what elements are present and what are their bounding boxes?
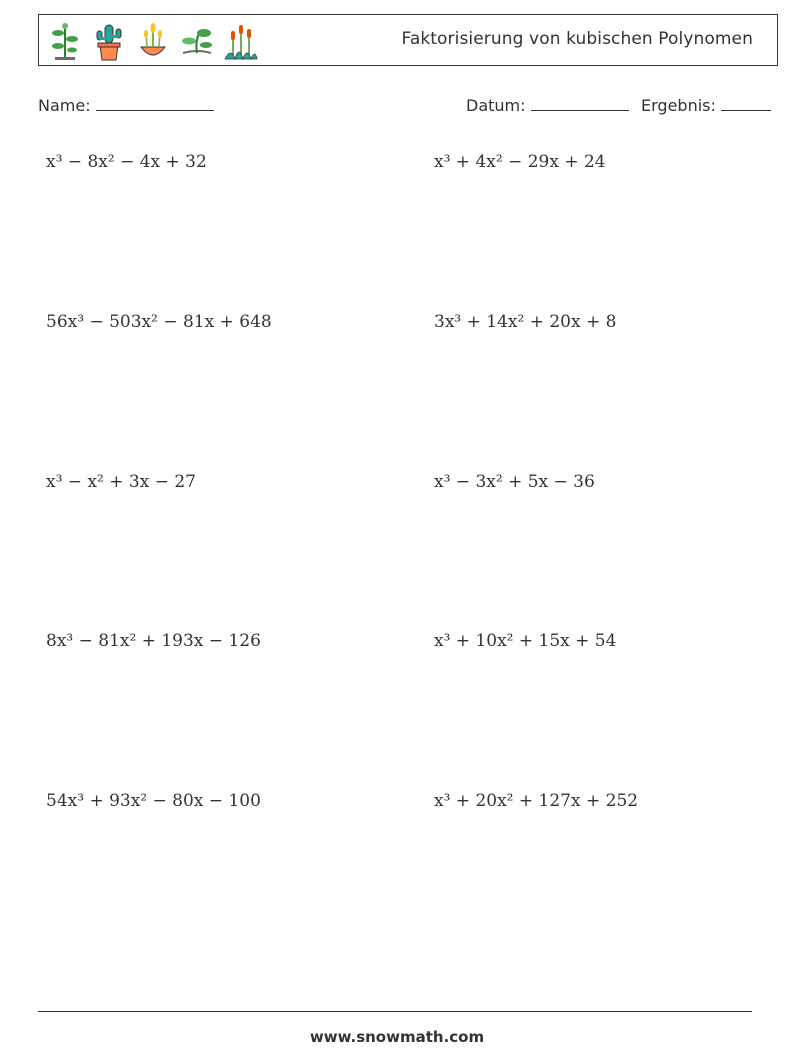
problem-2: x³ + 4x² − 29x + 24	[434, 152, 606, 172]
problem-3: 56x³ − 503x² − 81x + 648	[46, 312, 272, 332]
datum-blank[interactable]	[531, 93, 629, 111]
header-icons	[45, 19, 261, 63]
seedling-icon	[177, 19, 217, 63]
cattail-grass-icon	[221, 19, 261, 63]
worksheet-header	[38, 14, 778, 66]
name-field	[38, 93, 214, 115]
datum-field	[466, 93, 629, 115]
problem-7: 8x³ − 81x² + 193x − 126	[46, 631, 261, 651]
name-label: Name:	[38, 96, 91, 115]
ergebnis-field	[641, 93, 771, 115]
cactus-pot-icon	[89, 19, 129, 63]
worksheet-title: Faktorisierung von kubischen Polynomen	[401, 29, 753, 49]
problem-4: 3x³ + 14x² + 20x + 8	[434, 312, 617, 332]
problem-8: x³ + 10x² + 15x + 54	[434, 631, 617, 651]
problem-6: x³ − 3x² + 5x − 36	[434, 472, 595, 492]
problem-1: x³ − 8x² − 4x + 32	[46, 152, 207, 172]
problem-9: 54x³ + 93x² − 80x − 100	[46, 791, 261, 811]
plant-sprout-icon	[45, 19, 85, 63]
problem-5: x³ − x² + 3x − 27	[46, 472, 196, 492]
ergebnis-label: Ergebnis:	[641, 96, 716, 115]
name-blank[interactable]	[96, 93, 214, 111]
footer-url[interactable]: www.snowmath.com	[309, 1028, 485, 1046]
ergebnis-blank[interactable]	[721, 93, 771, 111]
wheat-pot-icon	[133, 19, 173, 63]
datum-label: Datum:	[466, 96, 526, 115]
footer-divider	[38, 1011, 752, 1012]
problem-10: x³ + 20x² + 127x + 252	[434, 791, 639, 811]
